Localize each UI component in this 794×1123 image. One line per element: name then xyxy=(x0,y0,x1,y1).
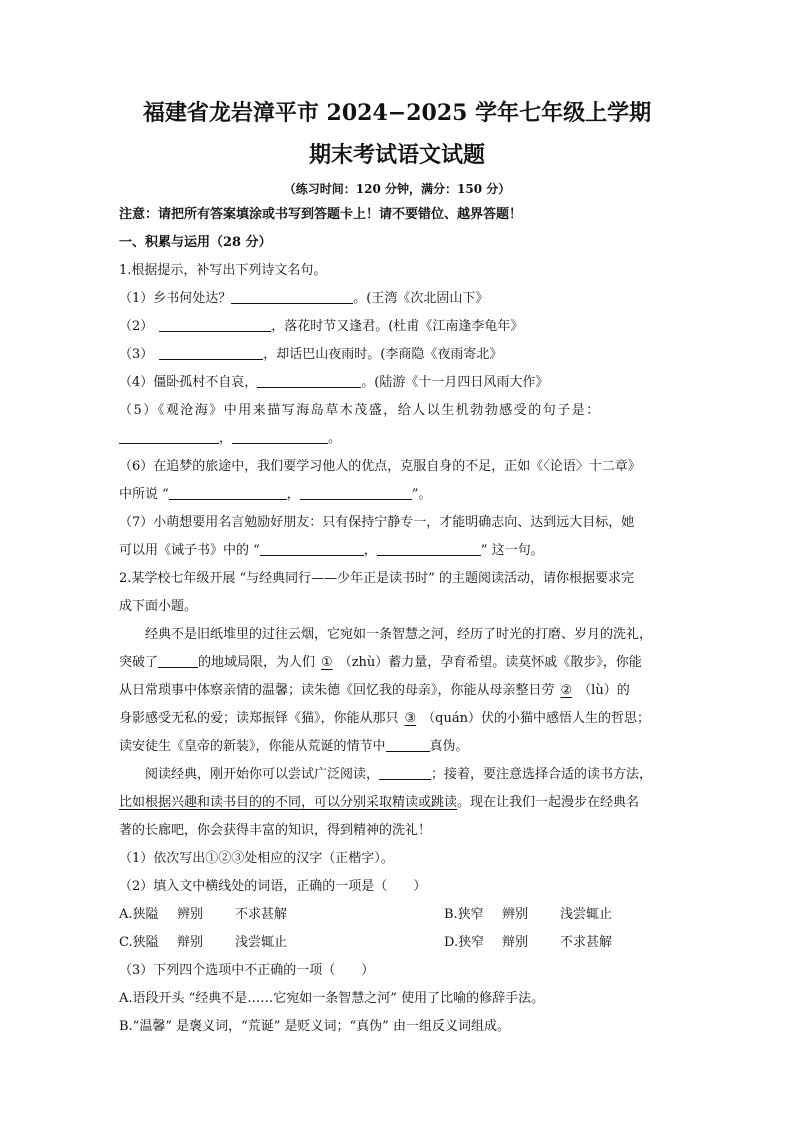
q1-item-7-answer xyxy=(119,542,689,560)
q1-item-7-lead: 可以用《诫子书》中的 “ xyxy=(119,543,260,558)
option-d[interactable] xyxy=(444,934,612,952)
passage-line: 经典不是旧纸堆里的过往云烟，它宛如一条智慧之河，经历了时光的打磨、岁月的洗礼， xyxy=(145,627,653,642)
q1-item-1-source: 。(王湾《次北固山下》 xyxy=(353,291,489,306)
answer-blank[interactable] xyxy=(257,374,361,388)
page-title-line2: 期末考试语文试题 xyxy=(308,142,485,168)
page-title: 福建省龙岩漳平市 2024−2025 学年七年级上学期 xyxy=(142,100,652,126)
q1-item-5: （5）《观沧海》中用来描写海岛草木茂盛，给人以生机勃勃感受的句子是： xyxy=(119,403,601,418)
exam-time-info: （练习时间：120 分钟，满分：150 分） xyxy=(283,182,511,196)
answer-blank[interactable] xyxy=(169,486,287,500)
underlined-sentence: 比如根据兴趣和读书目的的不同，可以分别采取精读或跳读 xyxy=(119,795,458,810)
option-row xyxy=(119,934,689,952)
q1-item-3 xyxy=(119,346,689,364)
passage-line xyxy=(119,710,689,728)
answer-blank[interactable] xyxy=(300,486,412,500)
option-b[interactable] xyxy=(444,906,612,924)
comma: ， xyxy=(363,543,377,558)
q1-item-2 xyxy=(119,318,689,336)
option-c-word3: 浅尝辄止 xyxy=(235,935,288,950)
option-a-word3: 不求甚解 xyxy=(235,907,288,922)
passage-line xyxy=(119,682,689,700)
notice: 注意：请把所有答案填涂或书写到答题卡上！请不要错位、越界答题！ xyxy=(119,207,523,222)
option-c[interactable]: C.狭隘 xyxy=(119,935,159,950)
option-a[interactable]: A.狭隘 xyxy=(119,907,159,922)
passage-text: （zhù）蓄力量，孕育希望。读莫怀戚《散步》，你能 xyxy=(338,655,642,670)
passage-text: （lù）的 xyxy=(578,683,630,698)
option-d-word2: 辩别 xyxy=(502,935,529,950)
q1-item-3-num: （3） xyxy=(119,347,154,362)
answer-blank[interactable] xyxy=(119,430,219,444)
option-c-word2: 辩别 xyxy=(177,935,204,950)
passage-text: 。现在让我们一起漫步在经典名 xyxy=(457,795,640,810)
comma: ， xyxy=(219,431,233,446)
q1-item-4 xyxy=(119,374,689,392)
q1-item-6-lead: 中所说 “ xyxy=(119,487,169,502)
passage-line xyxy=(119,654,689,672)
question-1-stem: 1.根据提示，补写出下列诗文名句。 xyxy=(119,263,327,278)
passage-text: 从日常琐事中体察亲情的温馨；读朱德《回忆我的母亲》，你能从母亲整日劳 xyxy=(119,683,555,698)
passage-line xyxy=(119,794,689,812)
passage-text: 阅读经典，刚开始你可以尝试广泛阅读， xyxy=(145,767,380,782)
q1-item-4-source: 。(陆游《十一月四日风雨大作》 xyxy=(361,375,549,390)
q1-item-7-tail: ” 这一句。 xyxy=(480,543,544,558)
q1-item-6: （6）在追梦的旅途中，我们要学习他人的优点，克服自身的不足，正如《〈论语〉十二章》 xyxy=(119,459,641,474)
answer-blank[interactable] xyxy=(379,766,431,780)
q1-item-3-text: ，却话巴山夜雨时。(李商隐《夜雨寄北》 xyxy=(263,347,503,362)
answer-blank[interactable] xyxy=(158,654,198,668)
quote-close: ”。 xyxy=(411,487,432,502)
passage-text: 读安徒生《皇帝的新装》，你能从荒诞的情节中 xyxy=(119,739,386,754)
blank-marker-1: ① xyxy=(321,655,333,670)
q1-item-2-num: （2） xyxy=(119,319,154,334)
sub-question-1: （1）依次写出①②③处相应的汉字（正楷字）。 xyxy=(119,851,394,866)
answer-blank[interactable] xyxy=(159,318,271,332)
option-b-word3: 浅尝辄止 xyxy=(560,907,613,922)
q1-item-1 xyxy=(119,290,689,308)
passage-line: 著的长廊吧，你会获得丰富的知识，得到精神的洗礼！ xyxy=(119,823,432,838)
q1-item-4-text: （4）僵卧孤村不自哀， xyxy=(119,375,258,390)
answer-blank[interactable] xyxy=(231,290,353,304)
answer-blank[interactable] xyxy=(260,542,364,556)
period: 。 xyxy=(328,431,342,446)
comma: ， xyxy=(286,487,300,502)
q1-item-2-text: ，落花时节又逢君。(杜甫《江南逢李龟年》 xyxy=(271,319,524,334)
option-b-word2: 辨别 xyxy=(502,907,529,922)
answer-blank[interactable] xyxy=(159,346,263,360)
sub-question-3-option-b[interactable]: B.“温馨” 是褒义词，“荒诞” 是贬义词；“真伪” 由一组反义词组成。 xyxy=(119,1019,510,1034)
answer-blank[interactable] xyxy=(377,542,481,556)
passage-text: 真伪。 xyxy=(429,739,469,754)
blank-marker-3: ③ xyxy=(404,711,417,726)
question-2-stem: 2.某学校七年级开展 “与经典同行——少年正是读书时” 的主题阅读活动，请你根据要求完 xyxy=(119,571,634,586)
q1-item-1-text: （1）乡书何处达？ xyxy=(119,291,232,306)
option-d-word3: 不求甚解 xyxy=(560,935,613,950)
passage-text: 的地域局限，为人们 xyxy=(198,655,316,670)
passage-line xyxy=(119,766,715,784)
option-a-word2: 辨别 xyxy=(177,907,204,922)
question-2-stem-cont: 成下面小题。 xyxy=(119,599,198,614)
passage-text: 突破了 xyxy=(119,655,159,670)
blank-marker-2: ② xyxy=(560,683,573,698)
q1-item-7: （7）小萌想要用名言勉励好朋友：只有保持宁静专一，才能明确志向、达到远大目标，她 xyxy=(119,515,635,530)
sub-question-3-option-a[interactable]: A.语段开头 “经典不是……它宛如一条智慧之河” 使用了比喻的修辞手法。 xyxy=(119,991,545,1006)
passage-text: 身影感受无私的爱；读郑振铎《猫》，你能从那只 xyxy=(119,711,399,726)
option-d-word1: D.狭窄 xyxy=(444,935,485,950)
sub-question-3: （3）下列四个选项中不正确的一项（ ） xyxy=(119,963,375,978)
passage-text: （quán）伏的小猫中感悟人生的哲思； xyxy=(422,711,650,726)
q1-item-6-answer xyxy=(119,486,689,504)
answer-blank[interactable] xyxy=(232,430,328,444)
sub-question-2: （2）填入文中横线处的词语，正确的一项是（ ） xyxy=(119,879,427,894)
answer-blank[interactable] xyxy=(386,738,430,752)
passage-text: ；接着，要注意选择合适的读书方法， xyxy=(431,767,653,782)
passage-line xyxy=(119,738,689,756)
option-row xyxy=(119,906,689,924)
q1-item-5-answer xyxy=(119,430,689,448)
section-heading: 一、积累与运用（28 分） xyxy=(119,235,272,250)
option-b-word1: B.狭窄 xyxy=(444,907,484,922)
